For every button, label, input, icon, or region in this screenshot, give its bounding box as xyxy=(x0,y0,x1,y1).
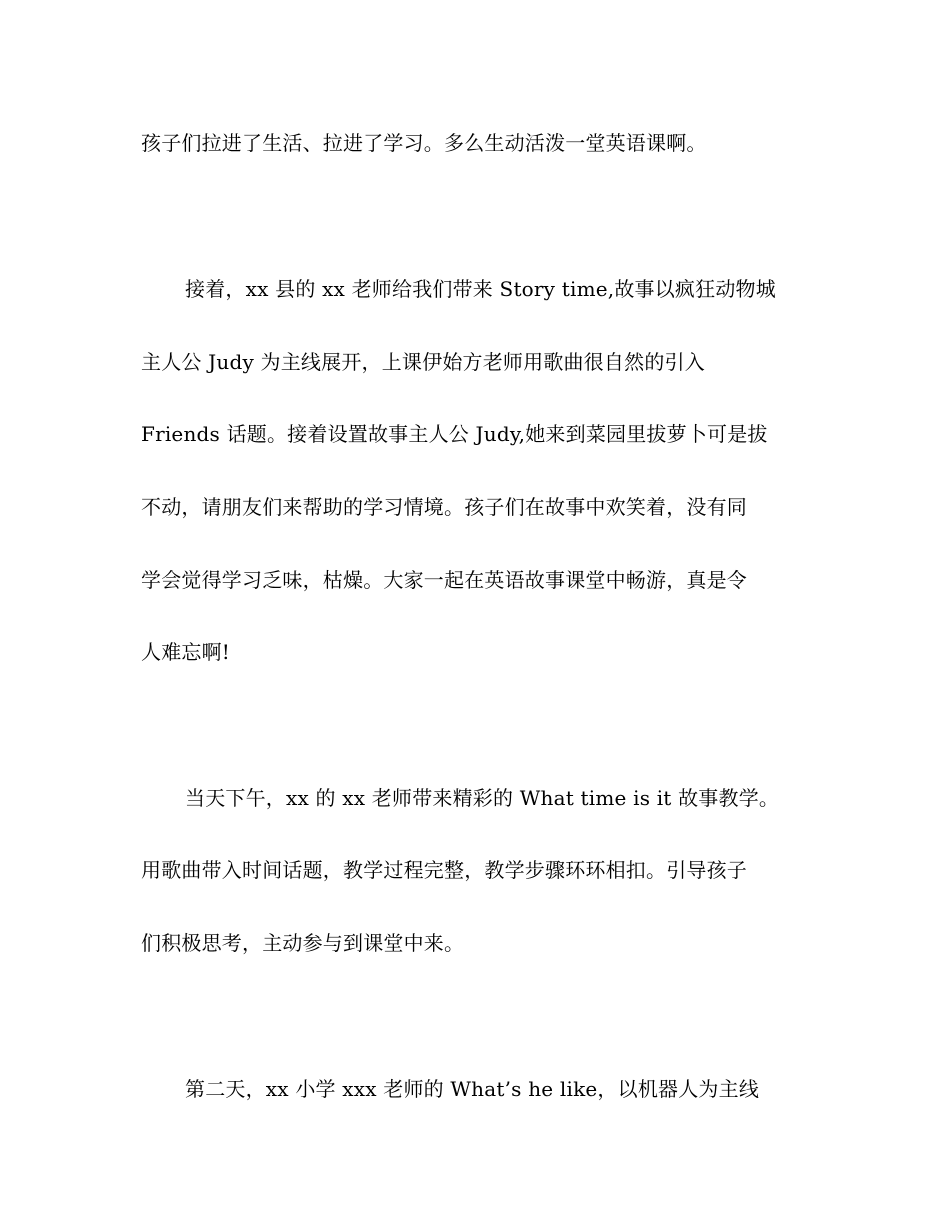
paragraph-3-line-1: 当天下午，xx 的 xx 老师带来精彩的 What time is it 故事教学。 xyxy=(185,786,780,810)
paragraph-3-line-3: 们积极思考，主动参与到课堂中来。 xyxy=(141,931,465,955)
paragraph-2-line-1: 接着，xx 县的 xx 老师给我们带来 Story time,故事以疯狂动物城 xyxy=(185,277,776,301)
paragraph-2-line-2: 主人公 Judy 为主线展开，上课伊始方老师用歌曲很自然的引入 xyxy=(141,350,705,374)
paragraph-2-line-4: 不动，请朋友们来帮助的学习情境。孩子们在故事中欢笑着，没有同 xyxy=(141,495,747,519)
paragraph-4-line-1: 第二天，xx 小学 xxx 老师的 What’s he like，以机器人为主线 xyxy=(185,1077,760,1101)
paragraph-3-line-2: 用歌曲带入时间话题，教学过程完整，教学步骤环环相扣。引导孩子 xyxy=(141,858,747,882)
paragraph-2-line-6: 人难忘啊! xyxy=(141,640,231,664)
paragraph-2-line-5: 学会觉得学习乏味，枯燥。大家一起在英语故事课堂中畅游，真是令 xyxy=(141,568,747,592)
paragraph-2-line-3: Friends 话题。接着设置故事主人公 Judy,她来到菜园里拔萝卜可是拔 xyxy=(141,422,768,446)
paragraph-1-line-1: 孩子们拉进了生活、拉进了学习。多么生动活泼一堂英语课啊。 xyxy=(141,131,707,155)
